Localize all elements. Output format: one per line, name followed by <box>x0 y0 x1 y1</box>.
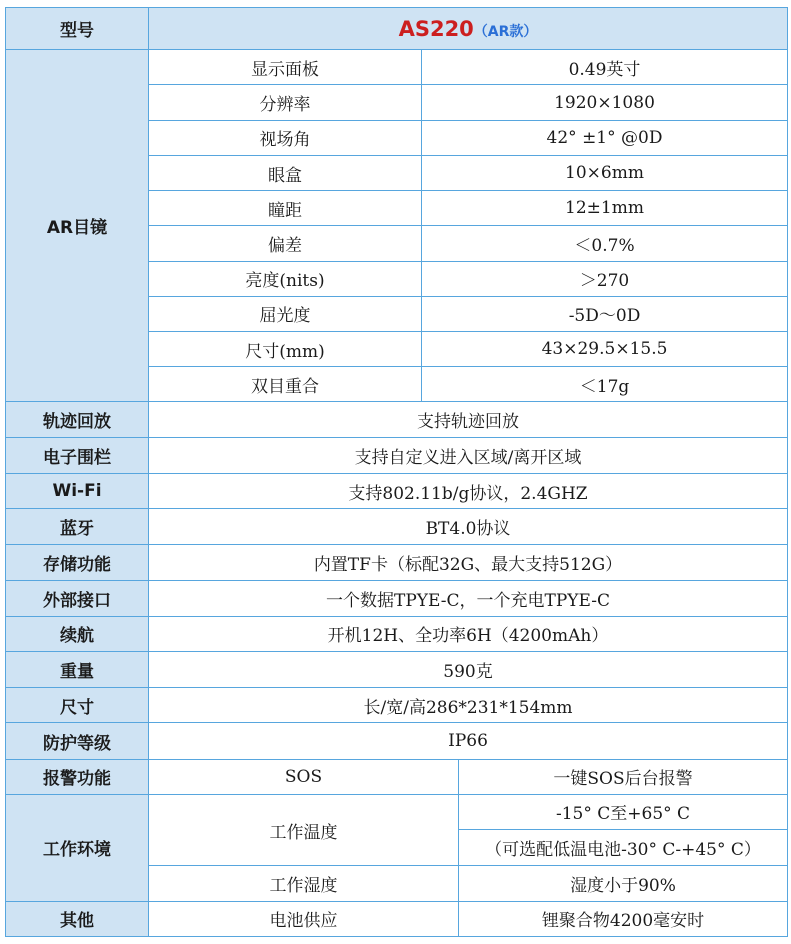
row-value: 支持轨迹回放 <box>149 402 788 437</box>
humidity-value: 湿度小于90% <box>459 866 788 901</box>
row-label: 轨迹回放 <box>6 402 149 437</box>
spec-name: 亮度(nits) <box>149 261 422 296</box>
battery-value: 锂聚合物4200毫安时 <box>459 901 788 936</box>
row-label: 电子围栏 <box>6 437 149 473</box>
spec-name: 双目重合 <box>149 367 422 402</box>
spec-name: 瞳距 <box>149 191 422 226</box>
table-row <box>6 794 788 829</box>
alarm-value: 一键SOS后台报警 <box>459 759 788 794</box>
table-row <box>6 437 788 473</box>
spec-value: 42° ±1° @0D <box>422 120 788 155</box>
table-row <box>6 688 788 723</box>
spec-table <box>5 7 788 937</box>
spec-value: ＜0.7% <box>422 226 788 261</box>
row-label: 重量 <box>6 651 149 687</box>
spec-name: 分辨率 <box>149 85 422 120</box>
table-row <box>6 50 788 85</box>
table-row <box>6 402 788 437</box>
temperature-name: 工作温度 <box>149 794 459 865</box>
spec-value: 10×6mm <box>422 155 788 190</box>
alarm-label: 报警功能 <box>6 759 149 794</box>
table-row <box>6 545 788 580</box>
model-title <box>149 8 788 50</box>
spec-value: 1920×1080 <box>422 85 788 120</box>
header-row <box>6 8 788 50</box>
row-value: 支持自定义进入区域/离开区域 <box>149 437 788 473</box>
model-variant: （AR款） <box>473 23 538 40</box>
alarm-row <box>6 759 788 794</box>
row-value: 590克 <box>149 651 788 687</box>
row-label: 存储功能 <box>6 545 149 580</box>
spec-name: 屈光度 <box>149 296 422 331</box>
row-label: Wi-Fi <box>6 473 149 508</box>
spec-value: 12±1mm <box>422 191 788 226</box>
temperature-option: （可选配低温电池-30° C-+45° C） <box>459 830 788 866</box>
row-value: 一个数据TPYE-C，一个充电TPYE-C <box>149 580 788 616</box>
row-value: 长/宽/高286*231*154mm <box>149 688 788 723</box>
row-label: 续航 <box>6 616 149 651</box>
row-label: 外部接口 <box>6 580 149 616</box>
spec-value: ＞270 <box>422 261 788 296</box>
alarm-name: SOS <box>149 759 459 794</box>
row-value: 内置TF卡（标配32G、最大支持512G） <box>149 545 788 580</box>
table-row <box>6 580 788 616</box>
other-label: 其他 <box>6 901 149 936</box>
ar-glasses-label: AR目镜 <box>6 50 149 402</box>
spec-value: 43×29.5×15.5 <box>422 332 788 367</box>
row-label: 蓝牙 <box>6 509 149 545</box>
row-value: 开机12H、全功率6H（4200mAh） <box>149 616 788 651</box>
table-row <box>6 509 788 545</box>
temperature-value: -15° C至+65° C <box>459 794 788 829</box>
model-name: AS220 <box>398 16 474 41</box>
spec-name: 偏差 <box>149 226 422 261</box>
spec-value: 0.49英寸 <box>422 50 788 85</box>
table-row <box>6 651 788 687</box>
environment-label: 工作环境 <box>6 794 149 901</box>
spec-value: ＜17g <box>422 367 788 402</box>
humidity-name: 工作湿度 <box>149 866 459 901</box>
spec-value: -5D～0D <box>422 296 788 331</box>
table-row <box>6 616 788 651</box>
row-value: 支持802.11b/g协议，2.4GHZ <box>149 473 788 508</box>
table-row <box>6 473 788 508</box>
row-value: BT4.0协议 <box>149 509 788 545</box>
table-row <box>6 723 788 759</box>
row-value: IP66 <box>149 723 788 759</box>
spec-name: 视场角 <box>149 120 422 155</box>
spec-name: 显示面板 <box>149 50 422 85</box>
row-label: 防护等级 <box>6 723 149 759</box>
header-label: 型号 <box>6 8 149 50</box>
battery-name: 电池供应 <box>149 901 459 936</box>
spec-name: 尺寸(mm) <box>149 332 422 367</box>
row-label: 尺寸 <box>6 688 149 723</box>
spec-name: 眼盒 <box>149 155 422 190</box>
other-row <box>6 901 788 936</box>
